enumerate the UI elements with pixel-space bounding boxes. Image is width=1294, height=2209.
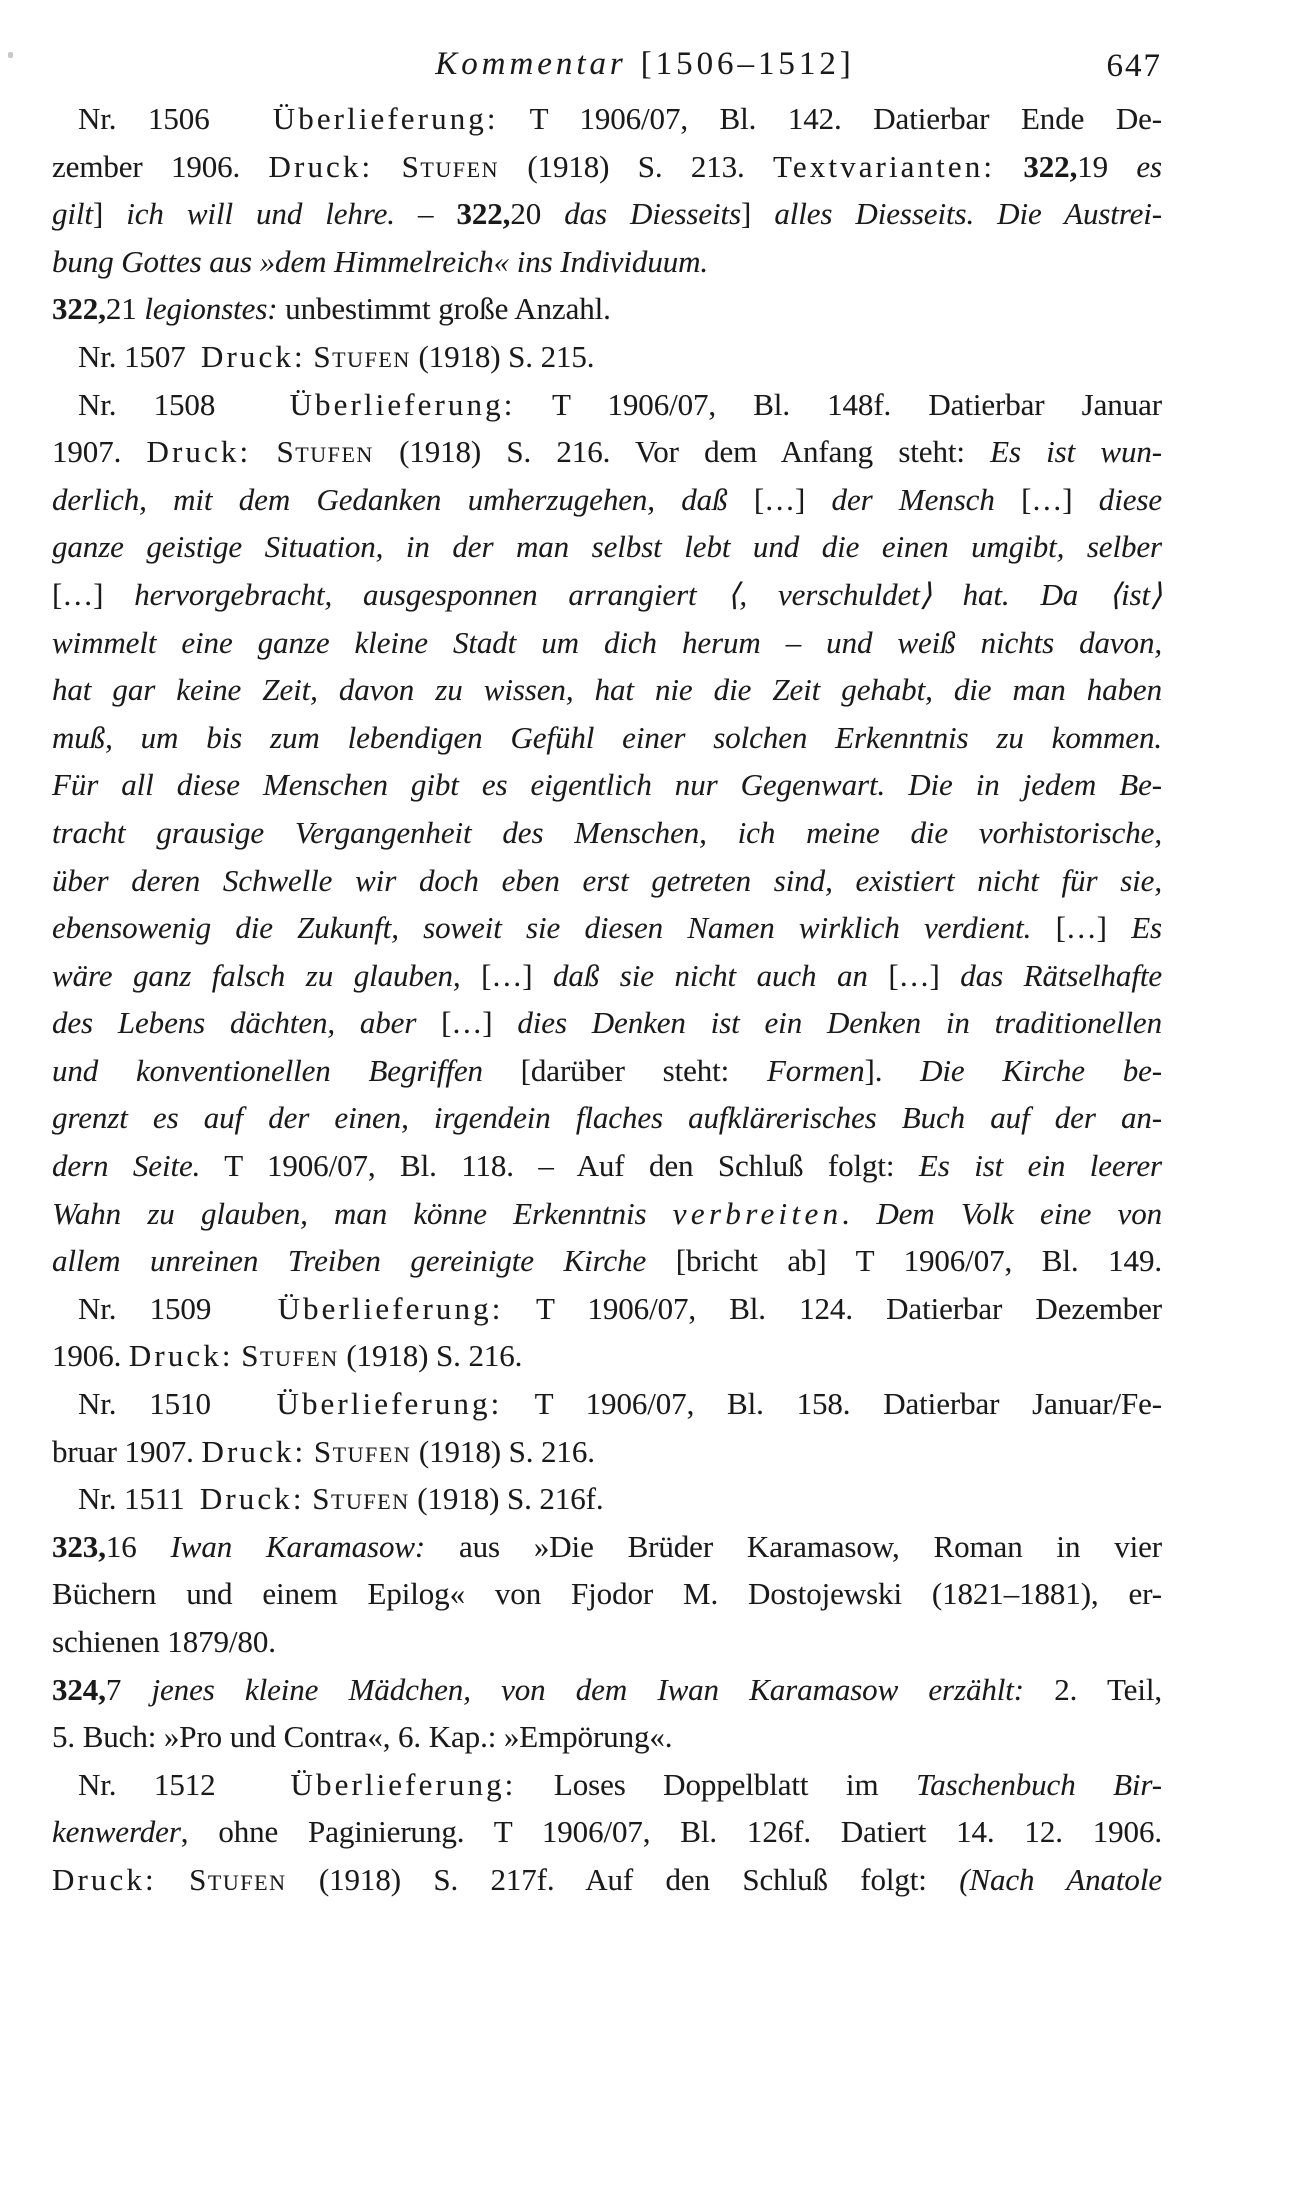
text-segment: Taschenbuch Bir- <box>915 1766 1162 1802</box>
text-segment: 21 <box>105 291 145 327</box>
text-segment: unbestimmt große Anzahl. <box>277 291 611 327</box>
text-segment: Druck: <box>52 1861 157 1897</box>
text-segment: (1918) S. 216. Vor dem Anfang steht: <box>373 434 991 470</box>
text-segment: , ohne Paginierung. T 1906/07, Bl. 126f. Datiert 14. 12. 1906. <box>180 1814 1162 1850</box>
text-segment: diese <box>1098 481 1162 517</box>
text-segment: und konventionellen Begriffen <box>52 1052 521 1088</box>
running-header-range: [1506–1512] <box>640 46 855 82</box>
text-segment: ] <box>741 196 775 232</box>
text-segment: T 1906/07, Bl. 158. Datierbar Januar/Fe- <box>502 1386 1162 1422</box>
text-segment: ]. <box>864 1052 921 1088</box>
text-segment: hat gar keine Zeit, davon zu wissen, hat nie die Zeit gehabt, die man haben <box>52 672 1162 708</box>
text-segment: Stufen <box>313 338 411 374</box>
text-segment: Druck: <box>201 338 306 374</box>
text-line <box>52 666 1162 714</box>
text-segment: Überlieferung: <box>277 1290 504 1326</box>
text-segment: Die Kirche be- <box>920 1052 1162 1088</box>
text-segment: T 1906/07, Bl. 142. Datierbar Ende De- <box>498 101 1162 136</box>
text-segment: ebensowenig die Zukunft, soweit sie diesen Namen wirklich verdient. <box>52 910 1056 946</box>
text-line <box>52 381 1162 429</box>
text-segment: das Rätselhafte <box>960 957 1163 993</box>
text-line <box>52 714 1162 762</box>
text-segment: Nr. 1511 <box>78 1481 200 1517</box>
text-segment: Nr. 1510 <box>78 1386 277 1422</box>
text-segment: T 1906/07, Bl. 124. Datierbar Dezember <box>503 1290 1162 1326</box>
text-segment: ganze geistige Situation, in der man selbst lebt und die einen umgibt, selber <box>52 529 1162 565</box>
text-segment: Nr. 1509 <box>78 1290 278 1326</box>
text-segment: 1907. <box>52 434 147 470</box>
text-segment: Loses Doppelblatt im <box>516 1766 916 1802</box>
text-segment: des Lebens dächten, aber <box>52 1005 442 1041</box>
text-segment <box>157 1862 189 1897</box>
text-line <box>52 1666 1162 1714</box>
text-segment: (1918) S. 216. <box>338 1338 523 1374</box>
text-segment: Druck: <box>201 1433 307 1469</box>
text-segment: grenzt es auf der einen, irgendein flaches aufklärerisches Buch auf der an- <box>52 1100 1162 1136</box>
text-segment: […] <box>52 576 135 612</box>
text-segment: aus »Die Brüder Karamasow, Roman in vier <box>425 1528 1162 1564</box>
text-line <box>52 1047 1162 1095</box>
text-segment: Stufen <box>401 148 500 184</box>
text-segment: Stufen <box>276 434 374 470</box>
text-line <box>52 952 1162 1000</box>
text-line <box>52 571 1162 619</box>
text-segment: zember 1906. <box>52 148 269 184</box>
text-segment: Für all diese Menschen gibt es eigentlich nur Gegenwart. Die in jedem Be- <box>52 767 1162 803</box>
text-line <box>52 1570 1162 1618</box>
text-segment: wimmelt eine ganze kleine Stadt um dich herum – und weiß nichts davon, <box>52 624 1162 660</box>
text-segment <box>373 149 401 184</box>
text-segment: 2. Teil, <box>1024 1671 1162 1707</box>
text-line <box>52 95 1162 143</box>
text-segment: 16 <box>105 1528 171 1564</box>
text-segment: 322, <box>1023 148 1078 184</box>
text-line <box>52 1475 1162 1523</box>
text-segment: (1918) S. 213. <box>499 148 774 184</box>
text-line <box>52 619 1162 667</box>
text-line <box>52 1380 1162 1428</box>
text-segment: (Nach Anatole <box>959 1861 1162 1897</box>
text-segment: über deren Schwelle wir doch eben erst getreten sind, existiert nicht für sie, <box>52 862 1162 898</box>
text-segment: daß sie nicht auch an <box>553 957 889 993</box>
text-segment: Nr. 1506 <box>78 101 273 136</box>
text-segment: Nr. 1508 <box>78 386 290 422</box>
text-segment: Es <box>1131 910 1163 946</box>
text-segment: Stufen <box>189 1861 287 1897</box>
text-segment <box>251 434 276 469</box>
text-segment: derlich, mit dem Gedanken umherzugehen, daß <box>52 481 754 517</box>
text-line <box>52 857 1162 905</box>
text-segment: bruar 1907. <box>52 1433 202 1469</box>
scan-artifact <box>8 52 13 58</box>
text-segment: gilt <box>52 196 93 232</box>
text-line <box>52 761 1162 809</box>
text-segment: jenes kleine Mädchen, von dem Iwan Karamasow erzählt: <box>151 1671 1025 1707</box>
text-segment: ] <box>92 196 127 232</box>
text-segment: verbreiten <box>672 1195 843 1231</box>
text-segment: Es ist ein leerer <box>918 1148 1162 1184</box>
text-segment: wäre ganz falsch zu glauben, <box>52 957 482 993</box>
text-segment: Stufen <box>312 1481 410 1517</box>
text-segment: Überlieferung: <box>290 1766 517 1802</box>
text-segment: (1918) S. 216. <box>411 1433 595 1469</box>
text-segment: Stufen <box>313 1433 412 1469</box>
text-line <box>52 428 1162 476</box>
text-segment: legionstes: <box>144 291 278 327</box>
text-segment: […] <box>888 957 961 993</box>
text-segment: tracht grausige Vergangenheit des Menschen, ich meine die vorhistorische, <box>52 814 1162 850</box>
text-line <box>52 1237 1162 1285</box>
running-header-title: Kommentar <box>435 46 627 82</box>
text-line <box>52 1332 1162 1380</box>
text-segment: (1918) S. 217f. Auf den Schluß folgt: <box>286 1861 960 1897</box>
text-segment: dern Seite. <box>52 1148 201 1184</box>
text-line <box>52 523 1162 571</box>
text-line <box>52 1428 1162 1476</box>
page-number: 647 <box>1106 48 1162 84</box>
text-line <box>52 809 1162 857</box>
text-segment: dies Denken ist ein Denken in traditionellen <box>517 1005 1162 1041</box>
text-line <box>52 1713 1162 1761</box>
text-segment: Überlieferung: <box>289 386 516 422</box>
text-segment: Überlieferung: <box>276 1386 503 1422</box>
text-segment: 7 <box>105 1671 152 1707</box>
text-segment: Es ist wun- <box>990 434 1162 470</box>
text-segment: Nr. 1512 <box>78 1766 291 1802</box>
text-segment: – <box>394 196 457 232</box>
text-segment: 1906. <box>52 1338 129 1374</box>
text-segment: alles Diesseits. Die Austrei- <box>774 196 1163 232</box>
text-line <box>52 1761 1162 1809</box>
text-segment: Nr. 1507 <box>78 338 202 374</box>
text-segment: T 1906/07, Bl. 148f. Datierbar Januar <box>515 386 1162 422</box>
text-segment: Druck: <box>146 434 252 470</box>
text-segment: schienen 1879/80. <box>52 1624 276 1659</box>
text-segment: Büchern und einem Epilog« von Fjodor M. Dostojewski (1821–1881), er- <box>52 1576 1162 1612</box>
text-segment <box>995 149 1023 184</box>
text-segment: es <box>1136 148 1162 184</box>
text-segment: […] <box>1055 910 1132 946</box>
text-segment: ich will und lehre. <box>126 196 395 232</box>
text-segment: [bricht ab] T 1906/07, Bl. 149. <box>675 1243 1162 1279</box>
text-segment: Druck: <box>128 1338 234 1374</box>
text-segment: Druck: <box>199 1481 305 1517</box>
text-segment: 19 <box>1077 148 1137 184</box>
text-segment: hervorgebracht, ausgesponnen arrangiert ⟨, verschuldet⟩ hat. Da ⟨ist⟩ <box>134 576 1162 612</box>
text-line <box>52 1190 1162 1238</box>
text-segment: Überlieferung: <box>272 101 499 136</box>
text-segment: […] <box>1021 481 1099 517</box>
text-segment: der Mensch <box>831 481 1022 517</box>
text-segment: kenwerder <box>52 1814 181 1850</box>
text-segment: bung Gottes aus »dem Himmelreich« ins Individuum. <box>52 243 709 279</box>
page-body <box>52 95 1162 1904</box>
text-segment: (1918) S. 216f. <box>409 1481 604 1517</box>
text-segment: Wahn zu glauben, man könne Erkenntnis <box>52 1195 673 1231</box>
text-line <box>52 238 1162 286</box>
text-segment: [darüber steht: <box>520 1052 767 1088</box>
text-segment: T 1906/07, Bl. 118. – Auf den Schluß folgt: <box>200 1148 919 1184</box>
text-line <box>52 1618 1162 1666</box>
text-segment: 20 <box>510 196 565 232</box>
text-line <box>52 190 1162 238</box>
text-segment: Druck: <box>268 148 374 184</box>
text-line <box>52 1285 1162 1333</box>
text-segment: 322, <box>52 291 106 327</box>
text-line <box>52 1808 1162 1856</box>
text-line <box>52 285 1162 333</box>
text-segment: 323, <box>52 1528 106 1564</box>
running-header-title-group <box>52 46 1162 83</box>
text-segment: […] <box>753 481 832 517</box>
text-line <box>52 1142 1162 1190</box>
text-line <box>52 476 1162 524</box>
text-segment: allem unreinen Treiben gereinigte Kirche <box>52 1243 676 1279</box>
text-line <box>52 1523 1162 1571</box>
text-segment: […] <box>441 1005 518 1041</box>
text-line <box>52 904 1162 952</box>
text-segment <box>306 1434 314 1469</box>
running-header <box>52 46 1162 98</box>
text-line <box>52 1094 1162 1142</box>
text-segment: […] <box>481 957 554 993</box>
text-segment: Formen <box>766 1052 865 1088</box>
text-line <box>52 1856 1162 1904</box>
text-segment: . Dem Volk eine von <box>842 1195 1163 1231</box>
text-segment: 324, <box>52 1671 106 1707</box>
text-line <box>52 143 1162 191</box>
text-segment: Iwan Karamasow: <box>170 1528 426 1564</box>
text-segment: Textvarianten: <box>773 148 996 184</box>
text-segment: das Diesseits <box>564 196 742 232</box>
text-segment: muß, um bis zum lebendigen Gefühl einer solchen Erkenntnis zu kommen. <box>52 719 1162 755</box>
text-segment: Stufen <box>241 1338 339 1374</box>
text-segment: (1918) S. 215. <box>410 338 595 374</box>
text-segment: 322, <box>456 196 511 232</box>
text-line <box>52 333 1162 381</box>
text-segment: 5. Buch: »Pro und Contra«, 6. Kap.: »Empörung«. <box>52 1719 673 1755</box>
text-line <box>52 999 1162 1047</box>
